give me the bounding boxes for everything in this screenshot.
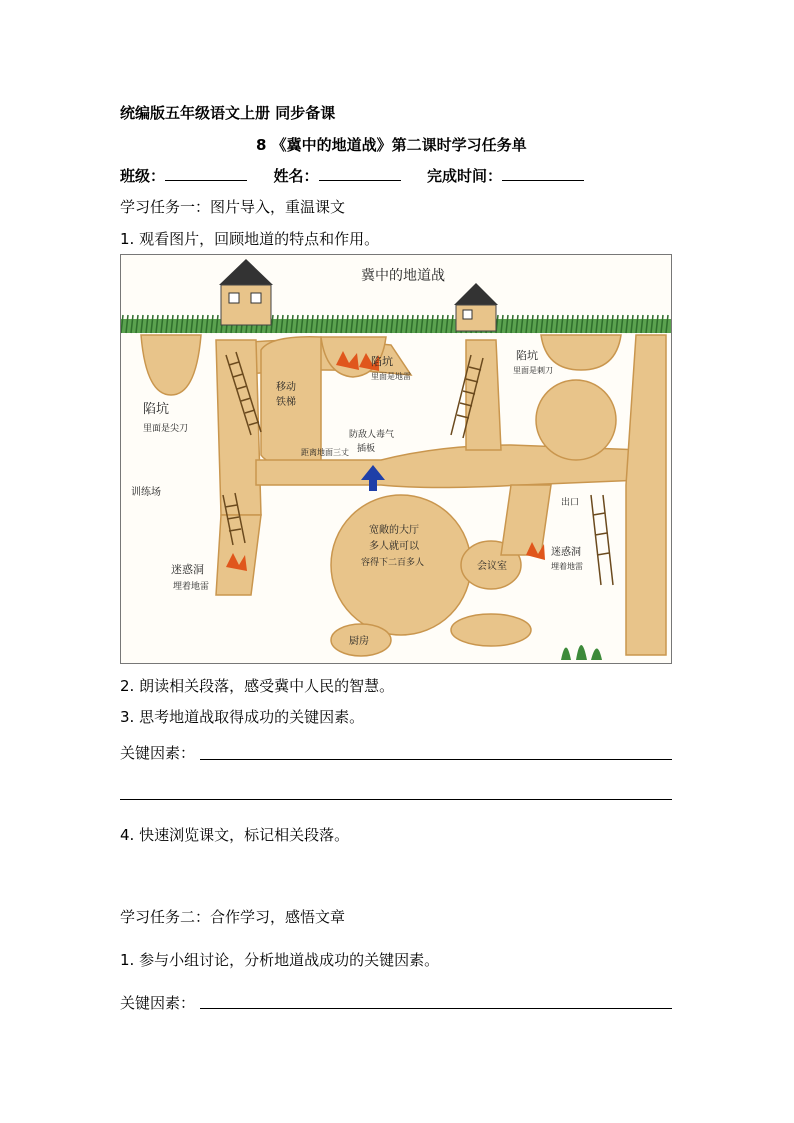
pit-right-sublabel: 里面是刺刀 xyxy=(513,366,553,375)
lower-right-tunnel xyxy=(501,485,551,555)
drawing-title: 冀中的地道战 xyxy=(361,268,445,284)
maze-left-sublabel: 埋着地雷 xyxy=(173,582,210,592)
task1-heading: 学习任务一：图片导入，重温课文 xyxy=(120,198,346,216)
pit-right-label: 陷坑 xyxy=(516,349,538,362)
big-hall-label: 宽敞的大厅 xyxy=(369,525,419,536)
tunnel-drawing xyxy=(120,254,672,664)
class-label: 班级： xyxy=(120,167,166,185)
tunnel-network xyxy=(141,335,666,656)
depth-label: 距离地面三丈 xyxy=(301,448,349,457)
page-title: 8 《冀中的地道战》第二课时学习任务单 xyxy=(256,136,527,154)
pit-left-label: 陷坑 xyxy=(143,402,170,417)
class-field[interactable] xyxy=(165,166,247,181)
lower-left-shaft xyxy=(216,515,261,595)
task1-key-label: 关键因素： xyxy=(120,744,196,762)
task1-answer-line-1[interactable] xyxy=(200,759,672,760)
big-hall-sublabel: 多人就可以 xyxy=(369,541,419,552)
exit-label: 出口 xyxy=(561,498,580,508)
tunnel-illustration xyxy=(121,255,671,663)
name-label: 姓名： xyxy=(273,167,319,185)
training-ground-label: 训练场 xyxy=(131,487,161,498)
plants xyxy=(561,645,602,660)
house-right xyxy=(454,283,498,331)
pit-right xyxy=(541,335,621,370)
task1-question-4: 4. 快速浏览课文，标记相关段落。 xyxy=(120,826,350,844)
task2-question-1: 1. 参与小组讨论，分析地道战成功的关键因素。 xyxy=(120,951,440,969)
meeting-room-label: 会议室 xyxy=(477,561,507,572)
time-label: 完成时间： xyxy=(426,167,502,185)
mobile-label: 移动 xyxy=(276,382,296,393)
task1-question-3: 3. 思考地道战取得成功的关键因素。 xyxy=(120,708,365,726)
maze-right-sublabel: 埋着地雷 xyxy=(551,562,583,571)
big-hall-sublabel-2: 容得下二百多人 xyxy=(361,558,425,568)
task2-heading: 学习任务二：合作学习，感悟文章 xyxy=(120,908,346,926)
ladder-label: 铁梯 xyxy=(276,397,296,408)
kitchen-label: 厨房 xyxy=(349,636,369,647)
pit-left xyxy=(141,335,201,395)
maze-left-label: 迷惑洞 xyxy=(171,563,204,576)
defense-label: 防敌人毒气 xyxy=(349,430,395,440)
task1-question-2: 2. 朗读相关段落，感受冀中人民的智慧。 xyxy=(120,677,395,695)
sheep-pen xyxy=(451,614,531,646)
left-shaft xyxy=(216,340,261,515)
maze-right-label: 迷惑洞 xyxy=(551,547,581,558)
far-right-shaft xyxy=(626,335,666,655)
info-row xyxy=(120,165,584,186)
name-field[interactable] xyxy=(319,166,401,181)
task1-question-1: 1. 观看图片，回顾地道的特点和作用。 xyxy=(120,230,380,248)
pit-mid-label: 陷坑 xyxy=(371,355,393,368)
defense-sublabel: 插板 xyxy=(357,444,376,454)
task2-answer-line[interactable] xyxy=(200,1008,672,1009)
grass-line xyxy=(121,315,671,333)
time-field[interactable] xyxy=(502,166,584,181)
series-title: 统编版五年级语文上册 同步备课 xyxy=(120,104,336,122)
house-left xyxy=(219,259,273,325)
pit-mid-sublabel: 里面是地雷 xyxy=(371,372,411,381)
right-room xyxy=(536,380,616,460)
pit-left-sublabel: 里面是尖刀 xyxy=(143,424,189,434)
task1-answer-line-2[interactable] xyxy=(120,799,672,800)
task2-key-label: 关键因素： xyxy=(120,994,196,1012)
